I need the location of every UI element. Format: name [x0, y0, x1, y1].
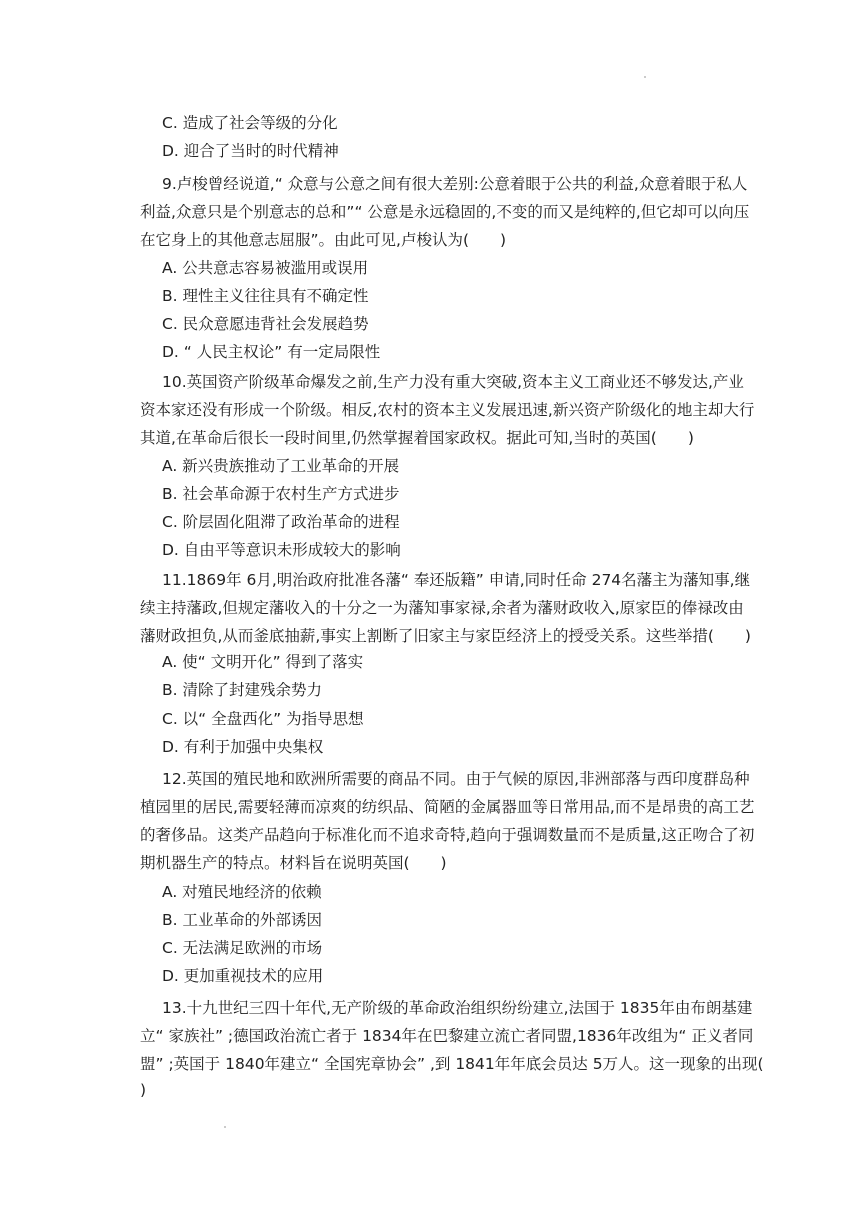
q11-line-3: 藩财政担负,从而釜底抽薪,事实上割断了旧家主与家臣经济上的授受关系。这些举措( ) [140, 627, 751, 645]
q9-line-3: 在它身上的其他意志屈服”。由此可见,卢梭认为( ) [140, 231, 507, 249]
q9-option-d: D. “ 人民主权论” 有一定局限性 [162, 343, 381, 361]
q12-option-d: D. 更加重视技术的应用 [162, 967, 324, 985]
q9-option-a: A. 公共意志容易被滥用或误用 [162, 259, 369, 277]
q12-option-b: B. 工业革命的外部诱因 [162, 911, 322, 929]
q11-option-a: A. 使“ 文明开化” 得到了落实 [162, 653, 364, 671]
q11-line-1: 11.1869年 6月,明治政府批准各藩“ 奉还版籍” 申请,同时任命 274名藩主为藩知事,继 [162, 571, 751, 589]
q11-option-d: D. 有利于加强中央集权 [162, 738, 324, 756]
q10-option-b: B. 社会革命源于农村生产方式进步 [162, 485, 400, 503]
q10-line-3: 其道,在革命后很长一段时间里,仍然掌握着国家政权。据此可知,当时的英国( ) [140, 429, 694, 447]
q12-option-c: C. 无法满足欧洲的市场 [162, 939, 323, 957]
q10-option-d: D. 自由平等意识未形成较大的影响 [162, 541, 401, 559]
q11-line-2: 续主持藩政,但规定藩收入的十分之一为藩知事家禄,余者为藩财政收入,原家臣的俸禄改由 [140, 599, 744, 617]
q10-option-c: C. 阶层固化阻滞了政治革命的进程 [162, 513, 400, 531]
q10-line-1: 10.英国资产阶级革命爆发之前,生产力没有重大突破,资本主义工商业还不够发达,产业 [162, 373, 744, 391]
option-c-prev: C. 造成了社会等级的分化 [162, 114, 338, 132]
q11-option-c: C. 以“ 全盘西化” 为指导思想 [162, 710, 364, 728]
q10-option-a: A. 新兴贵族推动了工业革命的开展 [162, 457, 400, 475]
q9-option-c: C. 民众意愿违背社会发展趋势 [162, 315, 369, 333]
q13-line-3: 盟” ;英国于 1840年建立“ 全国宪章协会” ,到 1841年年底会员达 5万人。这一现象的出现( [140, 1055, 764, 1073]
q9-line-2: 利益,众意只是个别意志的总和”“ 公意是永远稳固的,不变的而又是纯粹的,但它却可以向压 [140, 203, 750, 221]
q12-option-a: A. 对殖民地经济的依赖 [162, 883, 322, 901]
q13-line-4: ) [140, 1081, 147, 1099]
q13-line-2: 立“ 家族社” ;德国政治流亡者于 1834年在巴黎建立流亡者同盟,1836年改组为“ 正义者同 [140, 1027, 754, 1045]
q9-line-1: 9.卢梭曾经说道,“ 众意与公意之间有很大差别:公意着眼于公共的利益,众意着眼于私人 [162, 175, 748, 193]
q12-line-4: 期机器生产的特点。材料旨在说明英国( ) [140, 854, 447, 872]
q10-line-2: 资本家还没有形成一个阶级。相反,农村的资本主义发展迅速,新兴资产阶级化的地主却大行 [140, 401, 755, 419]
q12-line-2: 植园里的居民,需要轻薄而凉爽的纺织品、简陋的金属器皿等日常用品,而不是昂贵的高工艺 [140, 798, 755, 816]
scan-dot [224, 1126, 226, 1128]
option-d-prev: D. 迎合了当时的时代精神 [162, 142, 339, 160]
q12-line-3: 的奢侈品。这类产品趋向于标准化而不追求奇特,趋向于强调数量而不是质量,这正吻合了初 [140, 826, 755, 844]
q12-line-1: 12.英国的殖民地和欧洲所需要的商品不同。由于气候的原因,非洲部落与西印度群岛种 [162, 770, 750, 788]
q9-option-b: B. 理性主义往往具有不确定性 [162, 287, 369, 305]
q13-line-1: 13.十九世纪三四十年代,无产阶级的革命政治组织纷纷建立,法国于 1835年由布朗基建 [162, 999, 753, 1017]
q11-option-b: B. 清除了封建残余势力 [162, 681, 322, 699]
scan-dot [644, 76, 646, 78]
